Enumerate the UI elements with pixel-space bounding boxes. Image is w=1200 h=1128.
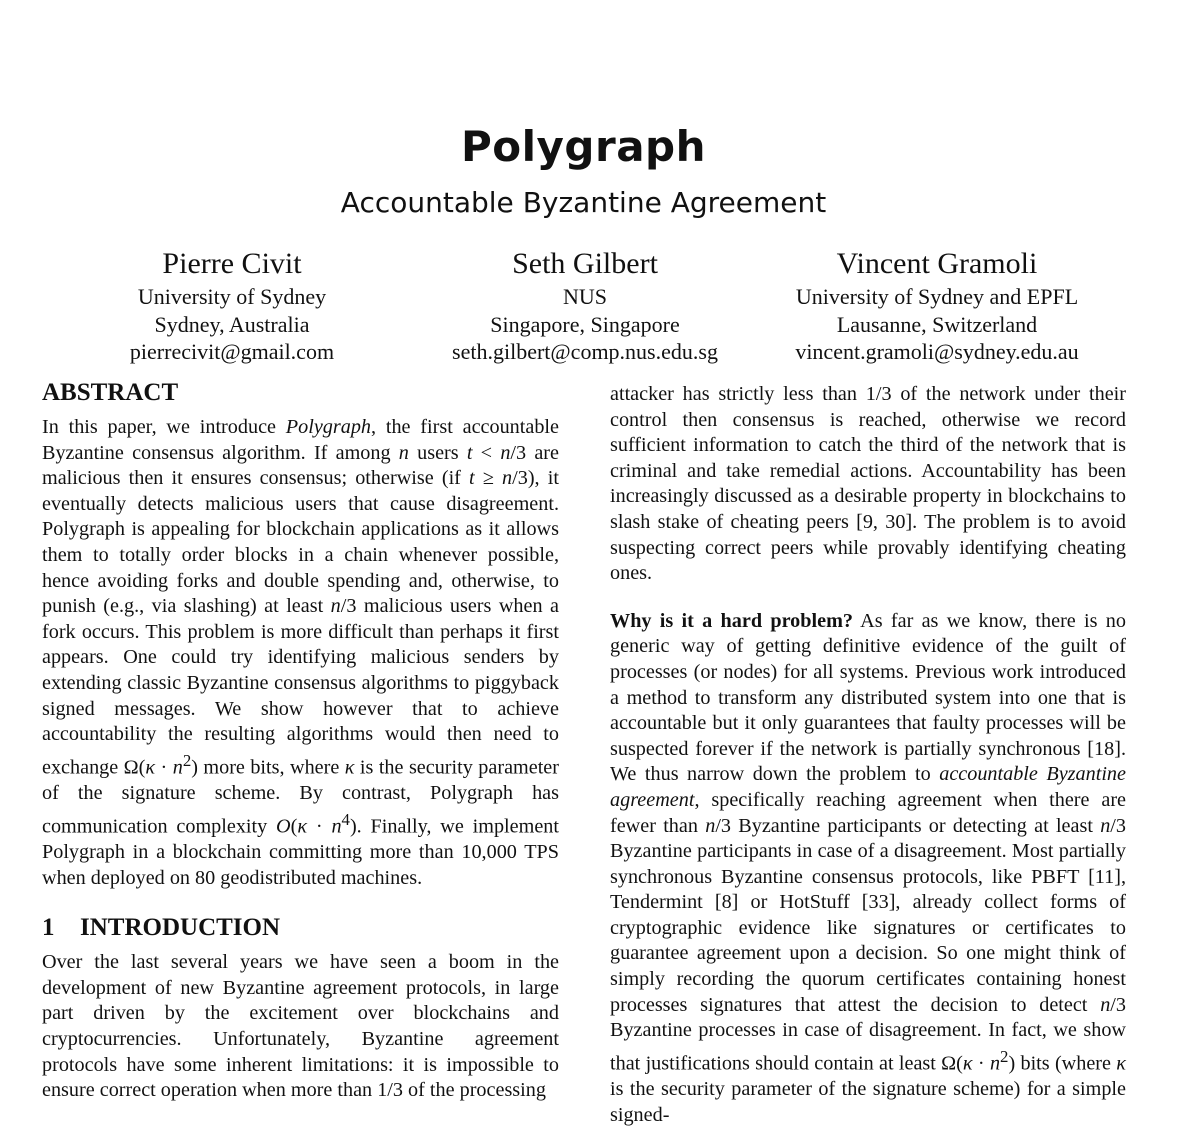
author-block-1: [52, 246, 412, 366]
left-column: [42, 378, 559, 1104]
author-affiliation: University of Sydney and EPFL: [795, 284, 1079, 309]
author-location: Lausanne, Switzerland: [836, 311, 1038, 337]
author-email[interactable]: seth.gilbert@comp.nus.edu.sg: [452, 339, 718, 364]
author-email[interactable]: pierrecivit@gmail.com: [129, 339, 335, 364]
section-heading-introduction: [42, 913, 559, 943]
introduction-text: Over the last several years we have seen a boom in the development of new Byzantine agreement protocols, in large part driven by the excitement over blockchains and cryptocurrencies. Unfortunately, Byzantine agreement protocols have some inherent limitations: it is impossible to ensure correct operation when more than 1/3 of the processing: [42, 951, 559, 1102]
author-location: Singapore, Singapore: [490, 311, 680, 337]
paragraph-hard-problem: Why is it a hard problem? As far as we know, there is no generic way of getting definitive evidence of the guilt of processes (or nodes) for all systems. Previous work introduced a method to transform any distributed system into one that is accountable but it only guarantees that faulty processes will be suspected forever if the network is partially synchronous [18]. We thus narrow down the problem to accountable Byzantine agreement, specifically reaching agreement when there are fewer than n/3 Byzantine participants or detecting at least n/3 Byzantine participants in case of a disagreement. Most partially synchronous Byzantine consensus protocols, like PBFT [11], Tendermint [8] or HotStuff [33], already collect forms of cryptographic evidence like signatures or certificates to guarantee agreement upon a decision. So one might think of simply recording the quorum certificates containing honest processes signatures that attest the decision to detect n/3 Byzantine processes in case of disagreement. In fact, we show that justifications should contain at least $\Omega(\kappa \cdot n^2)$ bits (where κ is the security parameter of the signature scheme) for a simple signed-: [610, 609, 1126, 1126]
author-affiliation: NUS: [562, 284, 607, 309]
section-title: INTRODUCTION: [80, 914, 281, 942]
paper-subtitle: Accountable Byzantine Agreement: [340, 186, 827, 219]
author-name: Seth Gilbert: [512, 247, 658, 280]
author-email[interactable]: vincent.gramoli@sydney.edu.au: [795, 339, 1079, 364]
author-name: Vincent Gramoli: [836, 247, 1038, 280]
section-number: 1: [42, 914, 55, 942]
author-location: Sydney, Australia: [154, 311, 310, 337]
paragraph-continuation: attacker has strictly less than 1/3 of the network under their control then consensus is reached, otherwise we record sufficient information to catch the third of the network that is criminal and take remedial actions. Accountability has been increasingly discussed as a desirable property in blockchains to slash stake of cheating peers [9, 30]. The problem is to avoid suspecting correct peers while provably identifying cheating ones.: [610, 383, 1126, 585]
paper-title: Polygraph: [461, 122, 706, 171]
author-name: Pierre Civit: [162, 247, 302, 280]
abstract-heading: ABSTRACT: [42, 379, 179, 406]
author-affiliation: University of Sydney: [137, 284, 327, 309]
abstract-text: In this paper, we introduce Polygraph, the first accountable Byzantine consensus algorithm. If among n users t < n/3 are malicious then it ensures consensus; otherwise (if t ≥ n/3), it eventually detects malicious users that cause disagreement. Polygraph is appealing for blockchain applications as it allows them to totally order blocks in a chain whenever possible, hence avoiding forks and double spending and, otherwise, to punish (e.g., via slashing) at least n/3 malicious users when a fork occurs. This problem is more difficult than perhaps it first appears. One could try identifying malicious senders by extending classic Byzantine consensus algorithms to piggyback signed messages. We show however that to achieve accountability the resulting algorithms would then need to exchange $\Omega(\kappa \cdot n^2)$ more bits, where κ is the security parameter of the signature scheme. By contrast, Polygraph has communication complexity $O(\kappa \cdot n^4)$. Finally, we implement Polygraph in a blockchain committing more than 10,000 TPS when deployed on 80 geodistributed machines.: [42, 416, 560, 889]
author-block-3: [757, 246, 1117, 366]
run-in-heading: Why is it a hard problem?: [610, 609, 853, 632]
right-column: [610, 382, 1126, 1128]
author-block-2: [405, 246, 765, 366]
